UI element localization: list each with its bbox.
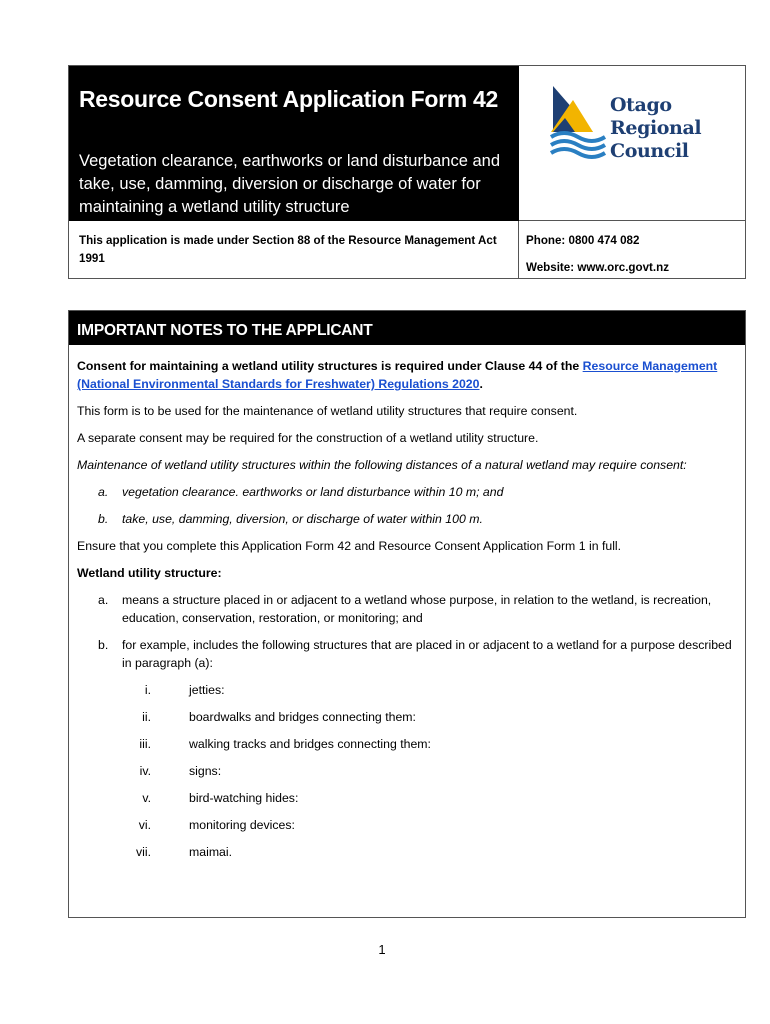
website: Website: www.orc.govt.nz xyxy=(526,261,670,274)
form-use-paragraph: This form is to be used for the maintenance of wetland utility structures that require consent. xyxy=(77,404,578,418)
roman-marker: v. xyxy=(142,791,151,805)
roman-marker: vi. xyxy=(138,818,151,832)
distances-paragraph: Maintenance of wetland utility structures within the following distances of a natural wetland may require consent: xyxy=(77,458,687,472)
example-item xyxy=(77,735,732,753)
orc-logo-wordmark xyxy=(610,94,701,163)
list-text: means a structure placed in or adjacent to a wetland whose purpose, in relation to the wetland, is recreation, education, conservation, restoration, or monitoring; and xyxy=(122,593,712,625)
example-text: signs: xyxy=(189,764,222,778)
intro-suffix: . xyxy=(479,377,483,391)
roman-marker: vii. xyxy=(135,845,151,859)
list-marker: b. xyxy=(98,512,109,526)
title-banner xyxy=(69,66,519,221)
important-notes-section xyxy=(68,310,746,918)
definition-item xyxy=(77,636,732,672)
notes-heading: IMPORTANT NOTES TO THE APPLICANT xyxy=(77,322,373,339)
nes-freshwater-link[interactable]: Resource Management (National Environmental Standards for Freshwater) Regulations 2020 xyxy=(77,359,718,391)
form-subtitle: Vegetation clearance, earthworks or land disturbance and take, use, damming, diversion or discharge of water for maintaining a wetland utility structure xyxy=(79,152,501,216)
logo-line-1: Otago xyxy=(610,94,672,116)
logo-line-3: Council xyxy=(610,140,689,162)
roman-marker: ii. xyxy=(142,710,151,724)
distance-item xyxy=(77,510,732,528)
header-divider-horizontal xyxy=(519,220,746,221)
example-item xyxy=(77,843,732,861)
separate-consent-paragraph: A separate consent may be required for the construction of a wetland utility structure. xyxy=(77,431,539,445)
definition-item xyxy=(77,591,732,627)
header-divider-vertical xyxy=(518,221,519,279)
ensure-paragraph: Ensure that you complete this Application Form 42 and Resource Consent Application Form 1 in full. xyxy=(77,539,622,553)
example-text: bird-watching hides: xyxy=(189,791,299,805)
example-item xyxy=(77,708,732,726)
example-item xyxy=(77,681,732,699)
phone-number: Phone: 0800 474 082 xyxy=(526,234,640,247)
list-text: take, use, damming, diversion, or discharge of water within 100 m. xyxy=(122,512,483,526)
list-text: vegetation clearance. earthworks or land disturbance within 10 m; and xyxy=(122,485,504,499)
list-text: for example, includes the following structures that are placed in or adjacent to a wetland for a purpose described in paragraph (a): xyxy=(122,638,732,670)
contact-details xyxy=(526,232,669,286)
example-item xyxy=(77,816,732,834)
list-marker: b. xyxy=(98,638,109,652)
intro-prefix: Consent for maintaining a wetland utility structures is required under Clause 44 of the xyxy=(77,359,583,373)
roman-marker: i. xyxy=(144,683,151,697)
roman-marker: iv. xyxy=(139,764,151,778)
example-text: walking tracks and bridges connecting them: xyxy=(189,737,431,751)
list-marker: a. xyxy=(98,593,109,607)
example-text: boardwalks and bridges connecting them: xyxy=(189,710,416,724)
definition-heading: Wetland utility structure: xyxy=(77,566,222,580)
orc-logo xyxy=(519,66,746,221)
example-text: monitoring devices: xyxy=(189,818,295,832)
form-header xyxy=(68,65,746,279)
notes-heading-bar xyxy=(69,311,745,345)
orc-logo-icon xyxy=(549,84,607,168)
logo-line-2: Regional xyxy=(610,117,702,139)
roman-marker: iii. xyxy=(139,737,151,751)
intro-paragraph xyxy=(77,357,732,393)
list-marker: a. xyxy=(98,485,109,499)
example-text: jetties: xyxy=(189,683,225,697)
legal-basis: This application is made under Section 88 of the Resource Management Act 1991 xyxy=(79,234,497,265)
example-item xyxy=(77,789,732,807)
notes-body xyxy=(77,357,732,870)
form-title: Resource Consent Application Form 42 xyxy=(79,86,499,112)
example-text: maimai. xyxy=(189,845,233,859)
distance-item xyxy=(77,483,732,501)
example-item xyxy=(77,762,732,780)
page-number: 1 xyxy=(378,942,386,957)
